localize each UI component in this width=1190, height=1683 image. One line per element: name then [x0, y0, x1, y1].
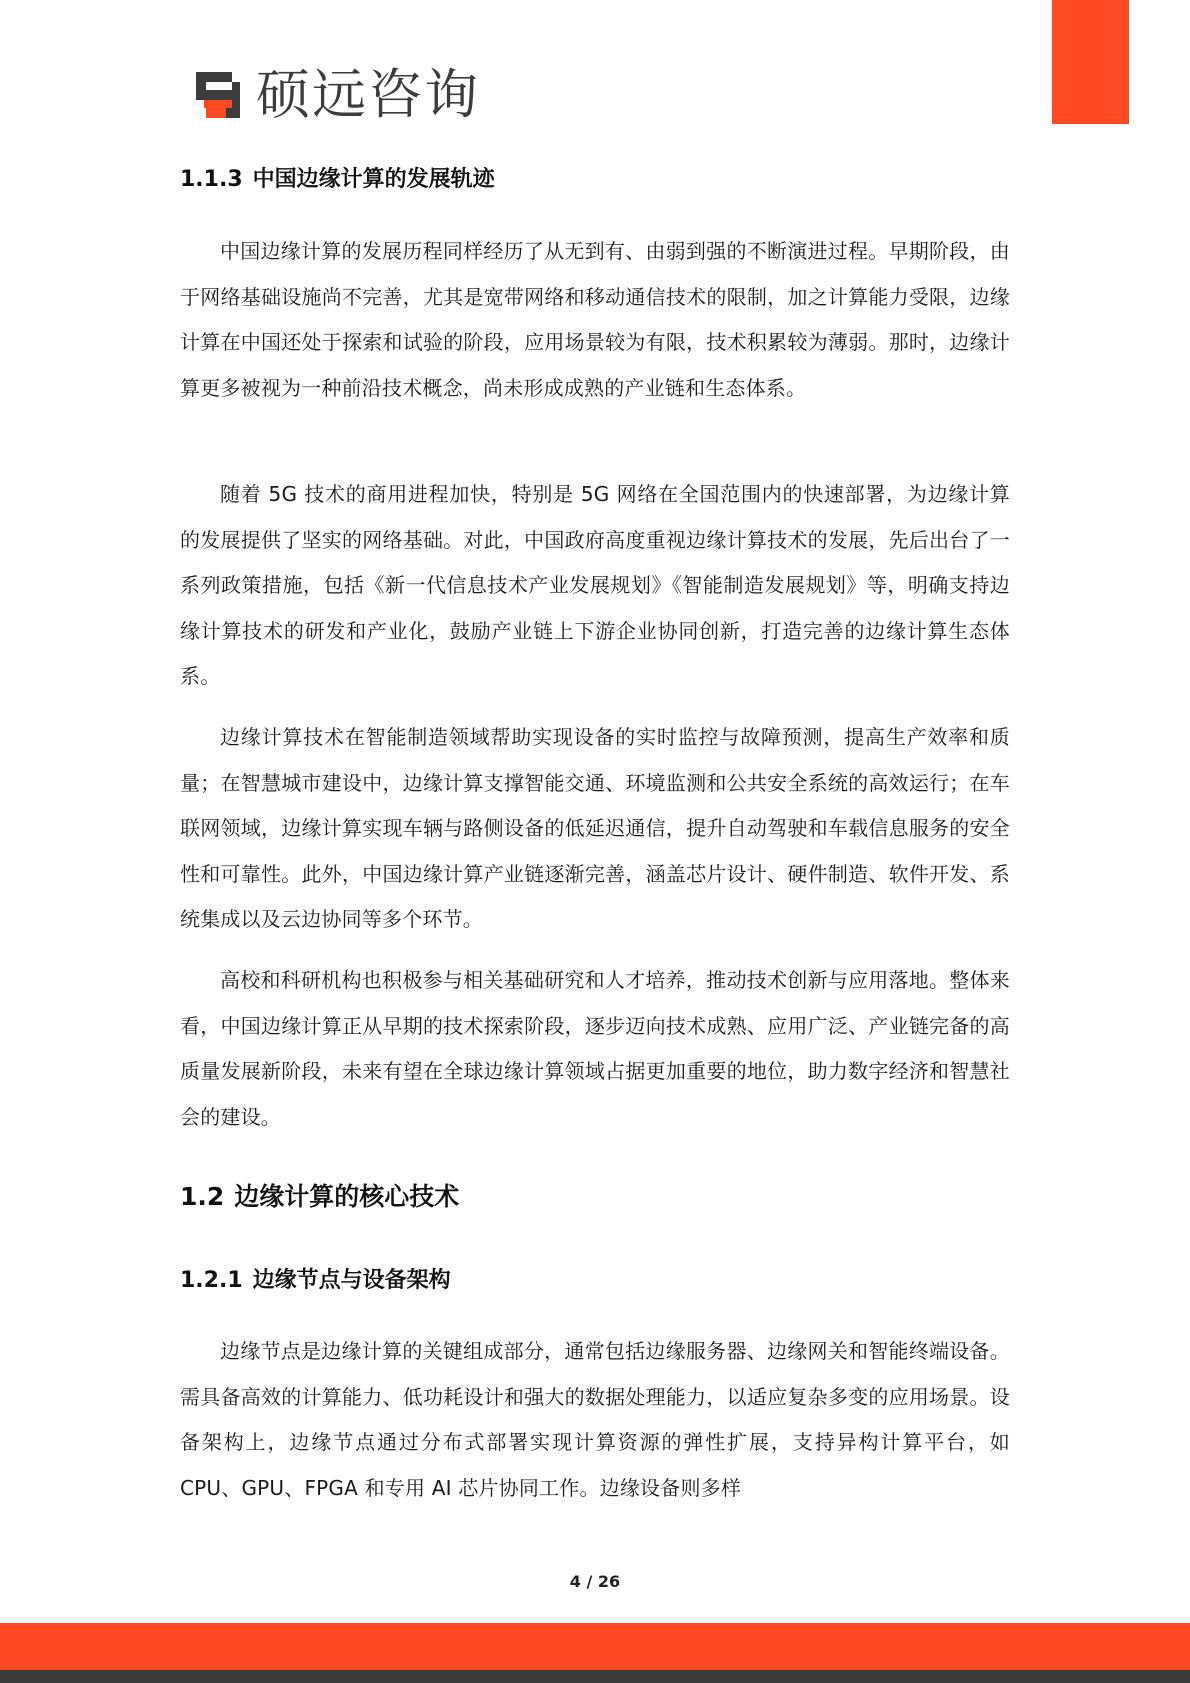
section-heading-1-2-1 — [180, 1263, 451, 1294]
paragraph: 边缘节点是边缘计算的关键组成部分，通常包括边缘服务器、边缘网关和智能终端设备。需具备高效的计算能力、低功耗设计和强大的数据处理能力，以适应复杂多变的应用场景。设备架构上，边缘节点通过分布式部署实现计算资源的弹性扩展，支持异构计算平台，如 CPU、GPU、FPGA 和专用 AI 芯片协同工作。边缘设备则多样 — [180, 1339, 1010, 1500]
section-title: 中国边缘计算的发展轨迹 — [252, 167, 495, 192]
section-title: 边缘节点与设备架构 — [252, 1268, 451, 1293]
section-heading-1-2 — [180, 1177, 459, 1213]
section-number: 1.2 — [180, 1182, 225, 1211]
footer-dark-strip — [0, 1670, 1190, 1683]
paragraph: 随着 5G 技术的商用进程加快，特别是 5G 网络在全国范围内的快速部署，为边缘计算的发展提供了坚实的网络基础。对此，中国政府高度重视边缘计算技术的发展，先后出台了一系列政策措施，包括《新一代信息技术产业发展规划》《智能制造发展规划》等，明确支持边缘计算技术的研发和产业化，鼓励产业链上下游企业协同创新，打造完善的边缘计算生态体系。 — [180, 482, 1010, 688]
brand-logo — [192, 63, 480, 126]
brand-s-icon — [192, 68, 244, 122]
footer-accent-bar — [0, 1623, 1190, 1670]
paragraph: 边缘计算技术在智能制造领域帮助实现设备的实时监控与故障预测，提高生产效率和质量；在智慧城市建设中，边缘计算支撑智能交通、环境监测和公共安全系统的高效运行；在车联网领域，边缘计算实现车辆与路侧设备的低延迟通信，提升自动驾驶和车载信息服务的安全性和可靠性。此外，中国边缘计算产业链逐渐完善，涵盖芯片设计、硬件制造、软件开发、系统集成以及云边协同等多个环节。 — [180, 725, 1010, 931]
paragraph: 高校和科研机构也积极参与相关基础研究和人才培养，推动技术创新与应用落地。整体来看，中国边缘计算正从早期的技术探索阶段，逐步迈向技术成熟、应用广泛、产业链完备的高质量发展新阶段，未来有望在全球边缘计算领域占据更加重要的地位，助力数字经济和智慧社会的建设。 — [180, 968, 1010, 1129]
brand-name: 硕远咨询 — [256, 63, 480, 126]
paragraph: 中国边缘计算的发展历程同样经历了从无到有、由弱到强的不断演进过程。早期阶段，由于网络基础设施尚不完善，尤其是宽带网络和移动通信技术的限制，加之计算能力受限，边缘计算在中国还处于探索和试验的阶段，应用场景较为有限，技术积累较为薄弱。那时，边缘计算更多被视为一种前沿技术概念，尚未形成成熟的产业链和生态体系。 — [180, 239, 1010, 400]
section-number: 1.2.1 — [180, 1268, 243, 1293]
corner-accent-tab — [1052, 0, 1129, 124]
section-heading-1-1-3 — [180, 162, 495, 193]
section-title: 边缘计算的核心技术 — [234, 1182, 460, 1211]
section-number: 1.1.3 — [180, 167, 243, 192]
page-number: 4 / 26 — [569, 1572, 621, 1591]
